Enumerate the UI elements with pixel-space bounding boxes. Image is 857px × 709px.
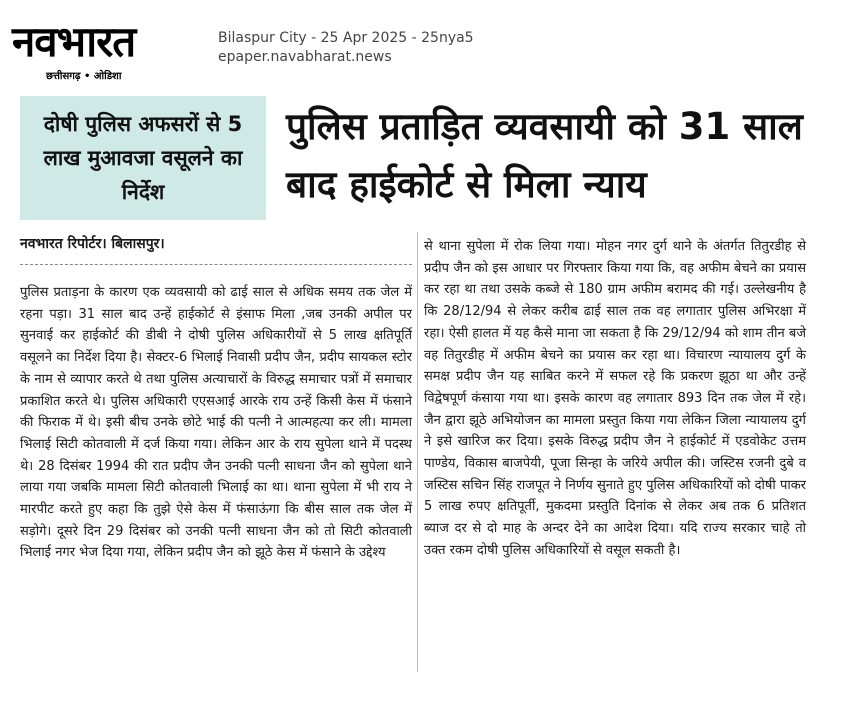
article-column-1: पुलिस प्रताड़ना के कारण एक व्यवसायी को ढाई साल से अधिक समय तक जेल में रहना पड़ा। 31 साल बाद उन्हें हाईकोर्ट से इंसाफ मिला ,जब उनकी अपील पर सुनवाई कर हाईकोर्ट की डीबी ने दोषी पुलिस अधिकारीयों से 5 लाख क्षतिपूर्ति वसूलने का निर्देश दिया है। सेक्टर-6 भिलाई निवासी प्रदीप जैन, प्रदीप सायकल स्टोर के नाम से व्यापार करते थे तथा पुलिस अत्याचारों के विरुद्ध समाचार पत्रों में समाचार प्रकाशित करते थे। पुलिस अधिकारी एएसआई आरके राय उन्हें किसी केस में फंसाने की फिराक में थे। इसी बीच उनके छोटे भाई की पत्नी ने आत्महत्या कर ली। मामला भिलाई सिटी कोतवाली में दर्ज किया गया। लेकिन आर के राय सुपेला थाने में पदस्थ थे। 28 दिसंबर 1994 की रात प्रदीप जैन उनकी पत्नी साधना जैन को सुपेला थाने लाया गया जबकि मामला सिटी कोतवाली भिलाई का था। थाना सुपेला में भी राय ने मारपीट करते हुए कहा कि तुझे ऐसे केस में फंसाऊंगा कि बीस साल तक जेल में सड़ोगे। दूसरे दिन 29 दिसंबर को उनकी पत्नी साधना जैन को तो सिटी कोतवाली भिलाई नगर भेज दिया गया, लेकिन प्रदीप जैन को झूठे केस में फंसाने के उद्देश्य bbox=[20, 285, 412, 561]
article-headline: पुलिस प्रताड़ित व्यवसायी को 31 साल बाद हाईकोर्ट से मिला न्याय bbox=[286, 105, 803, 206]
newspaper-logo: नवभारत bbox=[12, 17, 136, 66]
epaper-url: epaper.navabharat.news bbox=[218, 49, 392, 65]
masthead bbox=[0, 0, 857, 90]
edition-info: Bilaspur City - 25 Apr 2025 - 25nya5 bbox=[218, 30, 474, 46]
logo-subtitle: छत्तीसगढ़ • ओडिशा bbox=[46, 71, 122, 82]
kicker-box: दोषी पुलिस अफसरों से 5 लाख मुआवजा वसूलने का निर्देश bbox=[20, 96, 266, 220]
byline: नवभारत रिपोर्टर। बिलासपुर। bbox=[20, 234, 412, 265]
column-divider bbox=[417, 232, 418, 672]
article-column-2: से थाना सुपेला में रोक लिया गया। मोहन नगर दुर्ग थाने के अंतर्गत तितुरडीह से प्रदीप जैन को इस आधार पर गिरफ्तार किया गया कि, वह अफीम बेचने का प्रयास कर रहा था तथा उसके कब्जे से 180 ग्राम अफीम बरामद की गई। उल्लेखनीय है कि 28/12/94 से लेकर करीब ढाई साल तक वह लगातार पुलिस अभिरक्षा में रहा। ऐसी हालत में यह कैसे माना जा सकता है कि 29/12/94 को शाम तीन बजे वह तितुरडीह में अफीम बेचने का प्रयास कर रहा था। विचारण न्यायालय दुर्ग के समक्ष प्रदीप जैन यह साबित करने में सफल रहे कि प्रकरण झूठा था और उन्हें विद्वेषपूर्ण कंसाया गया था। इसके कारण वह लगातार 893 दिन तक जेल में रहे। जैन द्वारा झूठे अभियोजन का मामला प्रस्तुत किया गया लेकिन जिला न्यायालय दुर्ग ने इसे खारिज कर दिया। इसके विरुद्ध प्रदीप जैन ने हाईकोर्ट में एडवोकेट उत्तम पाण्डेय, विकास बाजपेयी, पूजा सिन्हा के जरिये अपील की। जस्टिस रजनी दुबे व जस्टिस सचिन सिंह राजपूत ने निर्णय सुनाते हुए पुलिस अधिकारियों को दोषी पाकर 5 लाख रुपए क्षतिपूर्ती, मुकदमा प्रस्तुति दिनांक से लेकर अब तक 6 प्रतिशत ब्याज दर से दो माह के अन्दर देने का आदेश दिया। यदि राज्य सरकार चाहे तो उक्त रकम दोषी पुलिस अधिकारियों से वसूल सकती है। bbox=[424, 239, 806, 558]
